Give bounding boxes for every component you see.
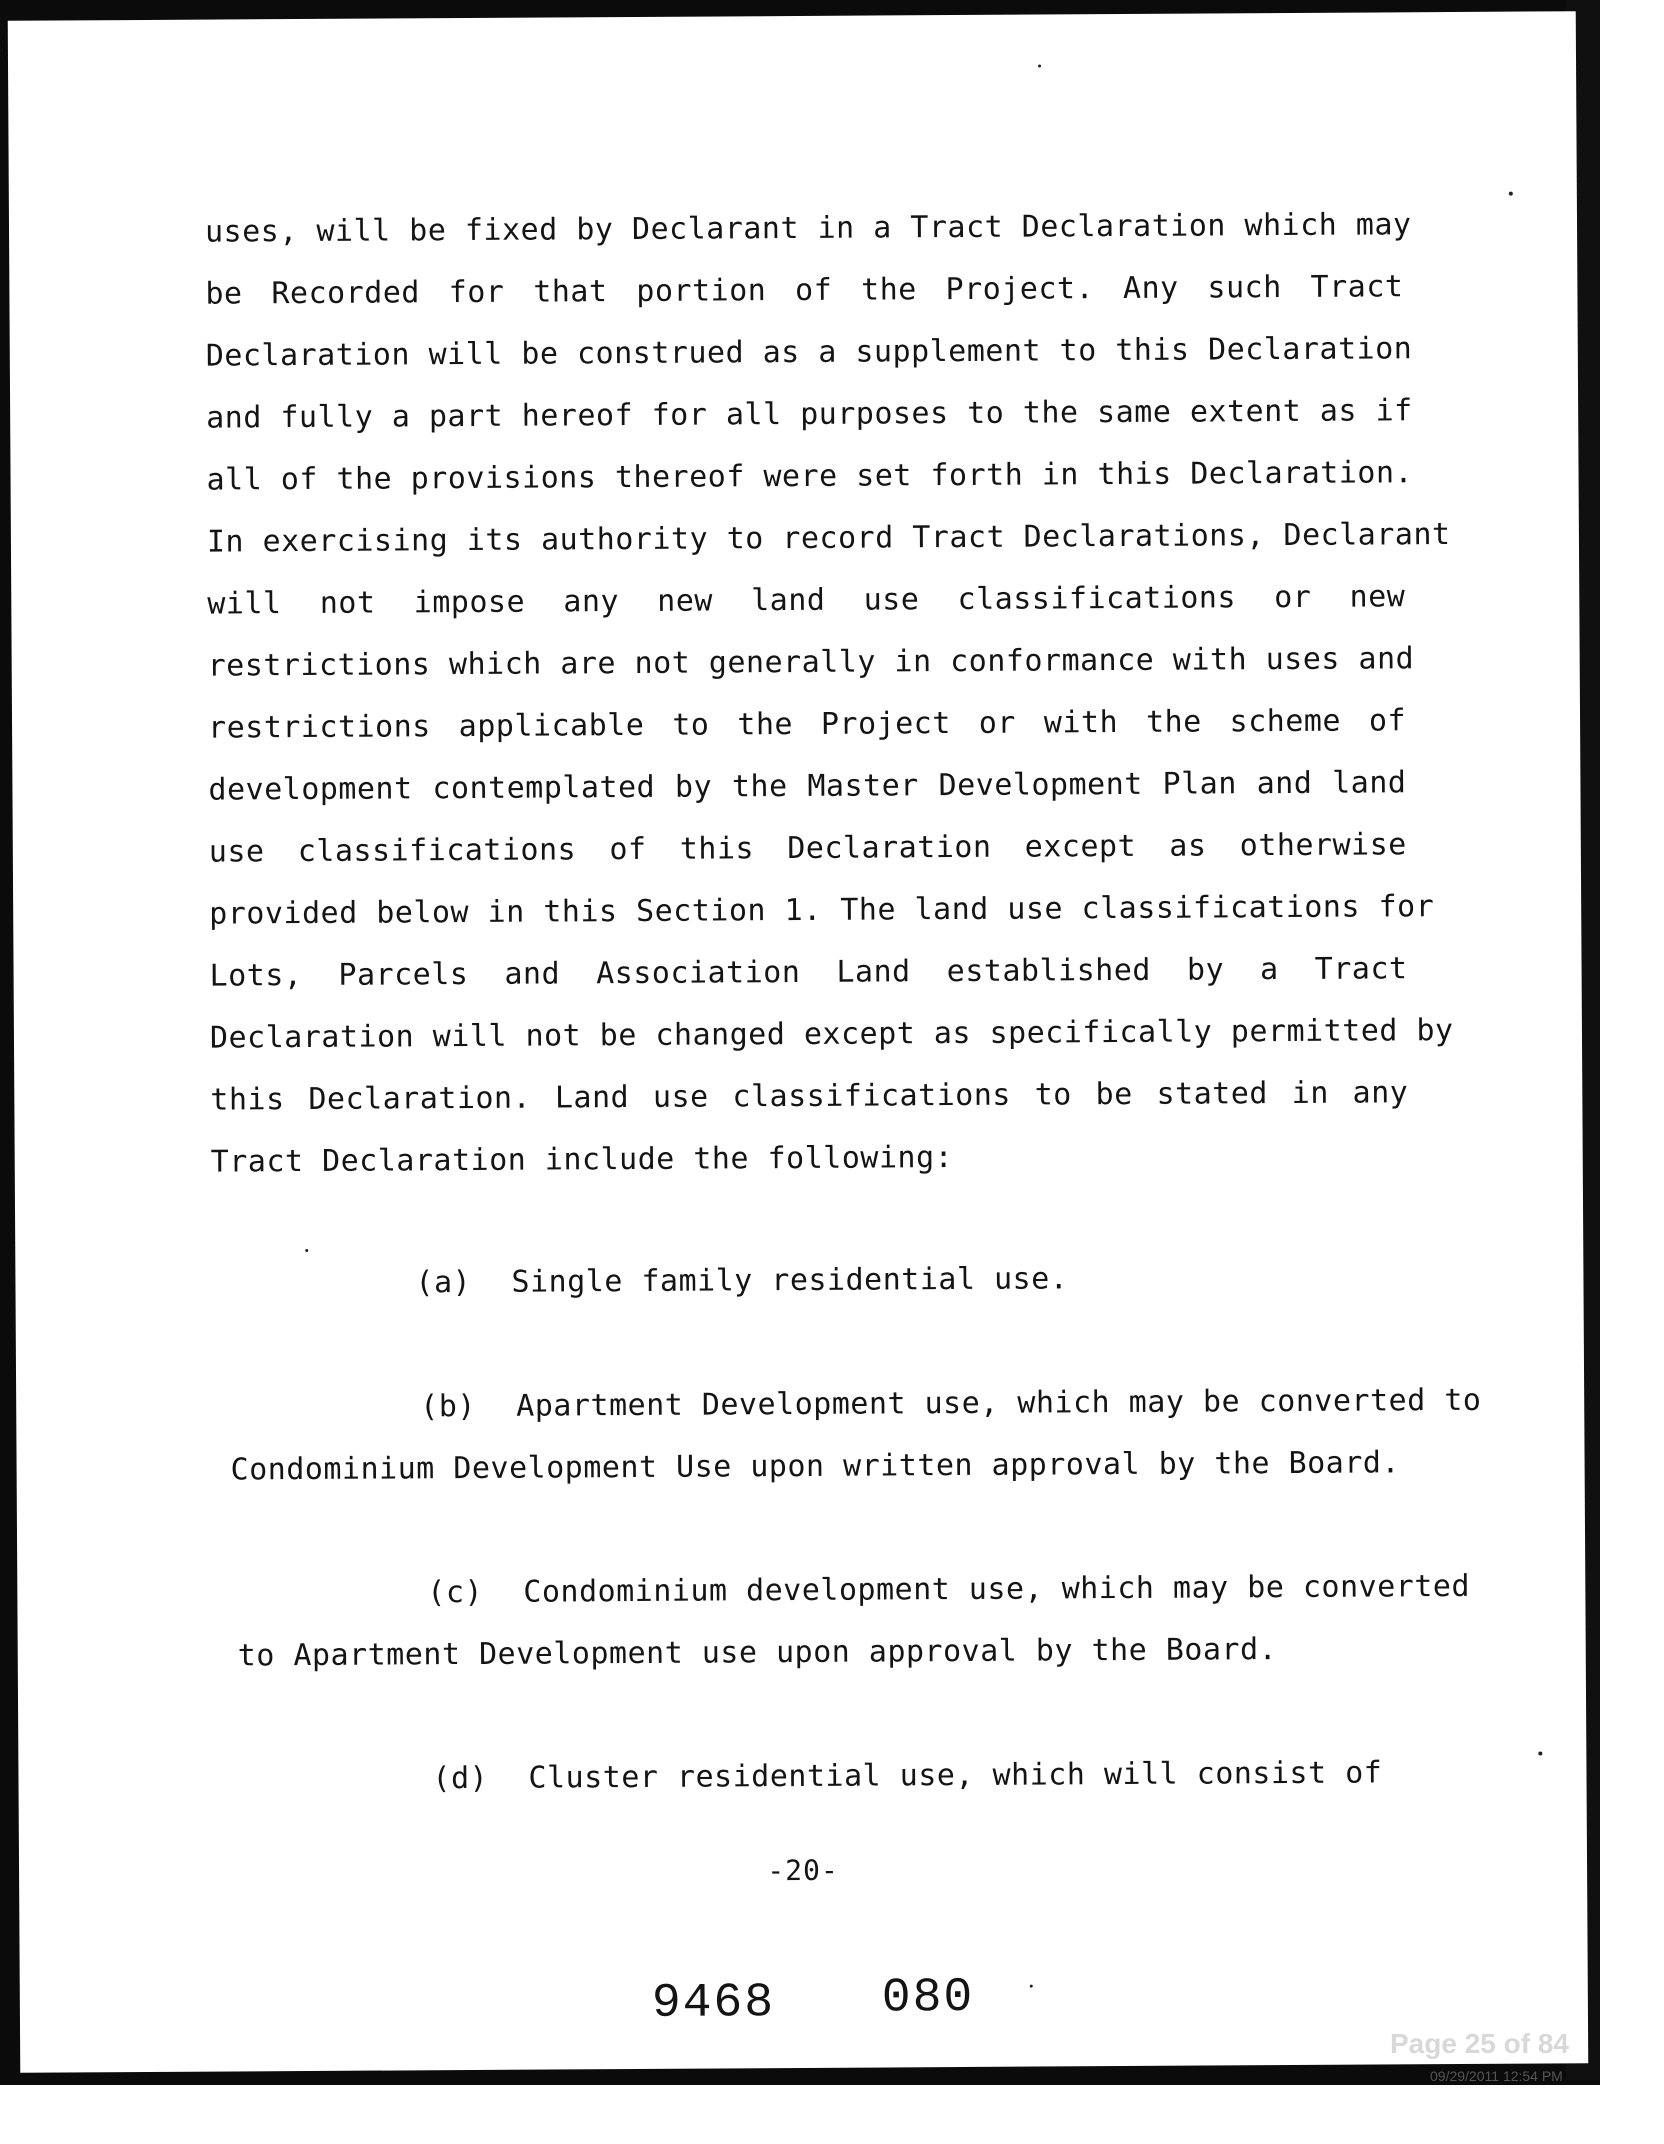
paragraph-line: Declaration will be construed as a supplement to this Declaration bbox=[205, 331, 1413, 374]
recording-book-number: 9468 bbox=[651, 1976, 776, 2031]
list-item-text: Apartment Development use, which may be converted to bbox=[516, 1382, 1482, 1424]
paragraph-line: restrictions which are not generally in conformance with uses and bbox=[207, 641, 1415, 684]
list-item-d bbox=[432, 1756, 1382, 1796]
scan-speck bbox=[1038, 64, 1041, 67]
paragraph-line: development contemplated by the Master Development Plan and land bbox=[208, 765, 1407, 808]
paragraph-line: Tract Declaration include the following: bbox=[210, 1140, 954, 1180]
list-item-c bbox=[427, 1570, 1470, 1610]
list-item-a bbox=[415, 1262, 1068, 1300]
paragraph-line: restrictions applicable to the Project or with the scheme of bbox=[207, 703, 1407, 746]
list-item-b bbox=[420, 1384, 1481, 1424]
list-item-text: Cluster residential use, which will consist of bbox=[528, 1755, 1383, 1796]
list-item-c-continuation: to Apartment Development use upon approval by the Board. bbox=[237, 1632, 1278, 1674]
paragraph-line: and fully a part hereof for all purposes to the same extent as if bbox=[206, 393, 1413, 436]
paragraph-line: will not impose any new land use classifications or new bbox=[207, 579, 1406, 622]
scan-speck bbox=[1509, 192, 1513, 196]
list-marker: (d) bbox=[432, 1760, 489, 1797]
list-item-b-continuation: Condominium Development Use upon written approval by the Board. bbox=[230, 1445, 1401, 1488]
list-marker: (b) bbox=[420, 1388, 477, 1425]
list-item-text: Single family residential use. bbox=[511, 1261, 1069, 1300]
list-marker: (c) bbox=[427, 1574, 484, 1611]
paragraph-line: provided below in this Section 1. The land use classifications for bbox=[209, 889, 1435, 932]
scan-speck bbox=[305, 1249, 308, 1252]
paragraph-line: uses, will be fixed by Declarant in a Tract Declaration which may bbox=[204, 207, 1412, 250]
print-timestamp: 09/29/2011 12:54 PM bbox=[1430, 2068, 1563, 2084]
document-page bbox=[8, 11, 1589, 2073]
scan-speck bbox=[1030, 1985, 1033, 1988]
scan-speck bbox=[1538, 1751, 1542, 1755]
page-number: -20- bbox=[767, 1853, 839, 1888]
paragraph-line: all of the provisions thereof were set forth in this Declaration. bbox=[206, 455, 1414, 498]
paragraph-line: be Recorded for that portion of the Project. Any such Tract bbox=[205, 269, 1404, 312]
paragraph-line: Declaration will not be changed except as specifically permitted by bbox=[209, 1012, 1454, 1056]
page-counter: Page 25 of 84 bbox=[1390, 2028, 1569, 2059]
recording-page-number: 080 bbox=[881, 1970, 975, 2026]
list-marker: (a) bbox=[415, 1265, 472, 1301]
paragraph-line: In exercising its authority to record Tract Declarations, Declarant bbox=[206, 517, 1451, 560]
paragraph-line: this Declaration. Land use classifications to be stated in any bbox=[210, 1075, 1409, 1118]
paragraph-line: use classifications of this Declaration except as otherwise bbox=[208, 827, 1407, 870]
paragraph-line: Lots, Parcels and Association Land established by a Tract bbox=[209, 951, 1408, 994]
list-item-text: Condominium development use, which may be converted bbox=[523, 1568, 1471, 1610]
